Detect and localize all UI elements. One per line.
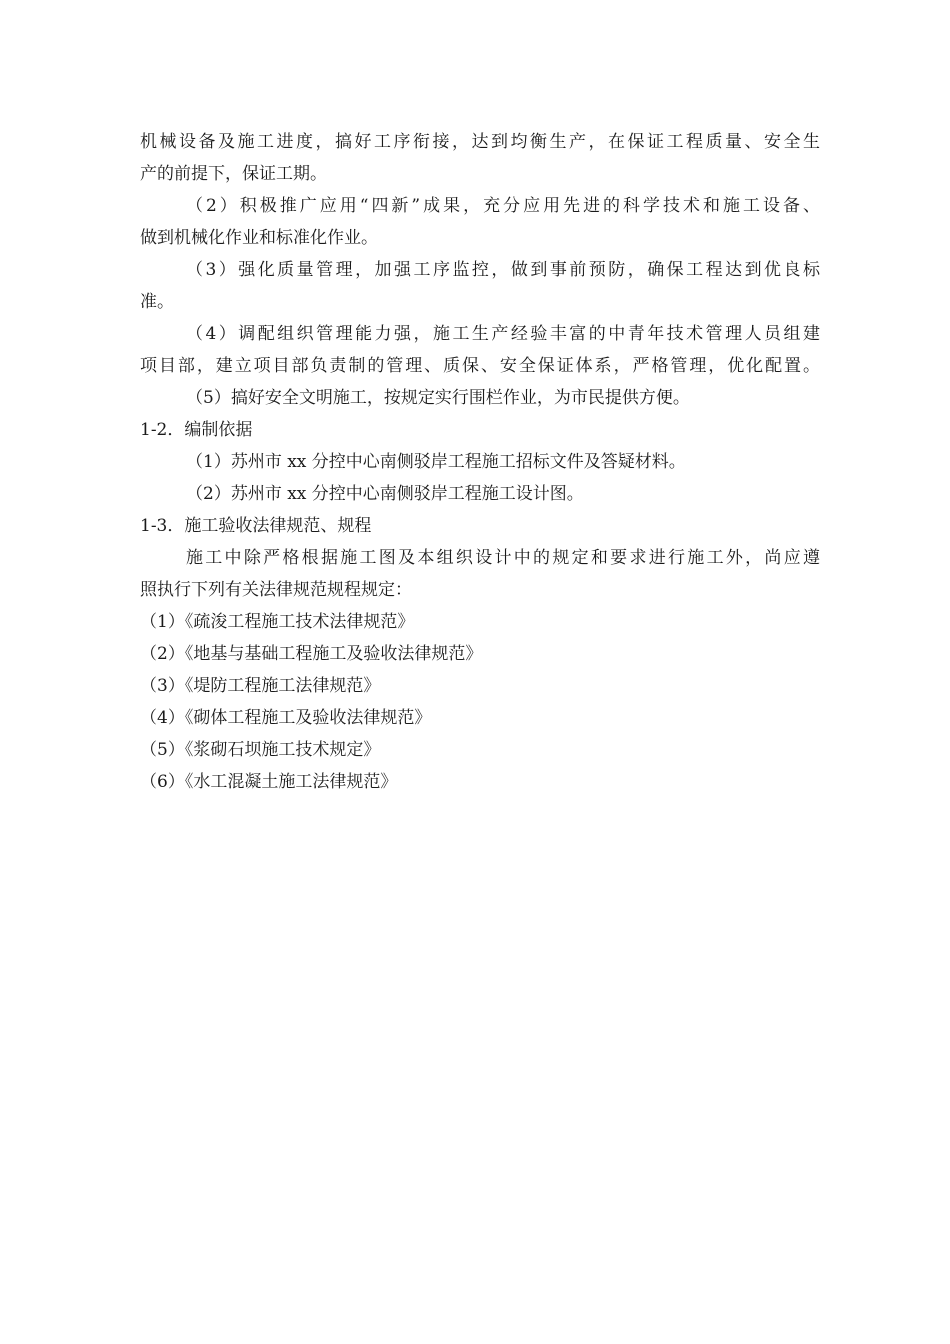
intro-line-1: 机械设备及施工进度，搞好工序衔接，达到均衡生产，在保证工程质量、安全生 (140, 132, 820, 152)
section-1-2-heading: 1-2．编制依据 (140, 420, 253, 440)
standard-item-4: （4）《砌体工程施工及验收法律规范》 (140, 708, 432, 728)
intro-line-2: 产的前提下，保证工期。 (140, 164, 327, 184)
document-page (140, 126, 820, 798)
section-1-3-para-line-1: 施工中除严格根据施工图及本组织设计中的规定和要求进行施工外，尚应遵 (186, 548, 820, 568)
item-2-line-2: 做到机械化作业和标准化作业。 (140, 228, 378, 248)
section-1-2-item-2: （2）苏州市 xx 分控中心南侧驳岸工程施工设计图。 (186, 484, 584, 504)
item-5-line-1: （5）搞好安全文明施工，按规定实行围栏作业，为市民提供方便。 (186, 388, 690, 408)
item-3-line-2: 准。 (140, 292, 174, 312)
standard-item-1: （1）《疏浚工程施工技术法律规范》 (140, 612, 415, 632)
section-1-3-para-line-2: 照执行下列有关法律规范规程规定： (140, 580, 412, 600)
section-1-3-heading: 1-3．施工验收法律规范、规程 (140, 516, 372, 536)
item-4-line-1: （4）调配组织管理能力强，施工生产经验丰富的中青年技术管理人员组建 (186, 324, 820, 344)
item-3-line-1: （3）强化质量管理，加强工序监控，做到事前预防，确保工程达到优良标 (186, 260, 820, 280)
standard-item-2: （2）《地基与基础工程施工及验收法律规范》 (140, 644, 483, 664)
standard-item-5: （5）《浆砌石坝施工技术规定》 (140, 740, 381, 760)
section-1-2-item-1: （1）苏州市 xx 分控中心南侧驳岸工程施工招标文件及答疑材料。 (186, 452, 686, 472)
standard-item-3: （3）《堤防工程施工法律规范》 (140, 676, 381, 696)
item-2-line-1: （2）积极推广应用“四新”成果，充分应用先进的科学技术和施工设备、 (186, 196, 820, 216)
standard-item-6: （6）《水工混凝土施工法律规范》 (140, 772, 398, 792)
item-4-line-2: 项目部，建立项目部负责制的管理、质保、安全保证体系，严格管理，优化配置。 (140, 356, 820, 376)
